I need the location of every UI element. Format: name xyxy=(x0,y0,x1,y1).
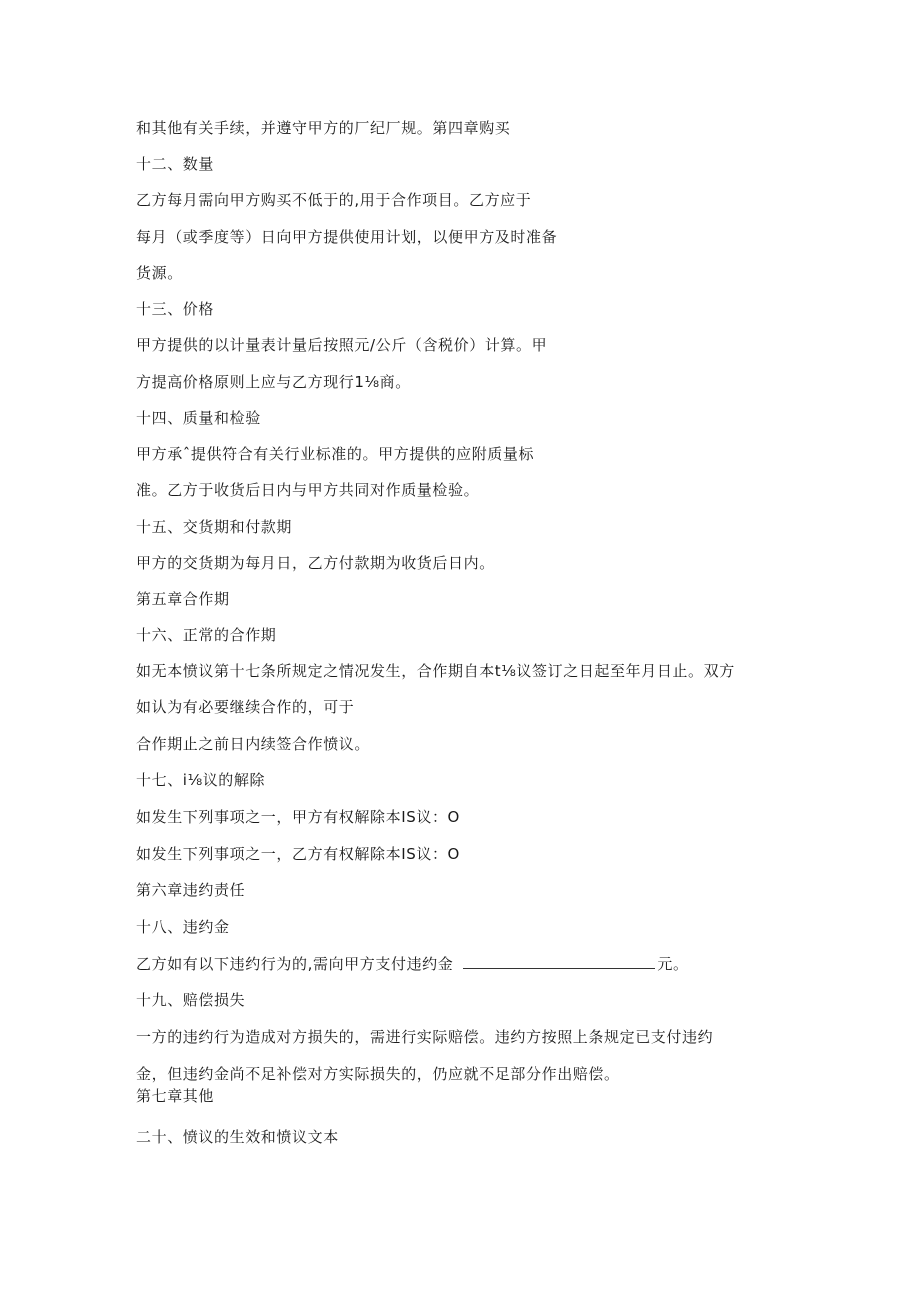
text-line: 如认为有必要继续合作的，可于 xyxy=(136,698,355,716)
text-line: 甲方的交货期为每月日，乙方付款期为收货后日内。 xyxy=(136,554,495,572)
section-heading: 十八、违约金 xyxy=(136,918,230,936)
text-line: 甲方承ˆ提供符合有关行业标准的。甲方提供的应附质量标 xyxy=(136,445,535,463)
chapter-heading: 第五章合作期 xyxy=(136,590,230,608)
text-line: 方提高价格原则上应与乙方现行1⅛商。 xyxy=(136,373,411,391)
text-line: 一方的违约行为造成对方损失的，需进行实际赔偿。违约方按照上条规定已支付违约 xyxy=(136,1028,714,1046)
section-heading: 十九、赔偿损失 xyxy=(136,991,246,1009)
section-heading: 十五、交货期和付款期 xyxy=(136,518,293,536)
chapter-heading: 第七章其他 xyxy=(136,1087,215,1105)
section-heading: 十七、i⅛议的解除 xyxy=(136,771,266,789)
text-line: 每月（或季度等）日向甲方提供使用计划，以便甲方及时准备 xyxy=(136,228,558,246)
text-line: 如无本愤议第十七条所规定之情况发生，合作期自本t⅛议签订之日起至年月日止。双方 xyxy=(136,662,735,680)
text-line: 合作期止之前日内续签合作愤议。 xyxy=(136,735,371,753)
chapter-heading: 第六章违约责任 xyxy=(136,881,246,899)
text-line: 准。乙方于收货后日内与甲方共同对作质量检验。 xyxy=(136,481,480,499)
penalty-line xyxy=(136,954,689,974)
section-heading: 十六、正常的合作期 xyxy=(136,626,277,644)
penalty-text: 乙方如有以下违约行为的,需向甲方支付违约金 xyxy=(136,955,454,973)
section-heading: 十二、数量 xyxy=(136,155,215,173)
text-line: 金，但违约金尚不足补偿对方实际损失的，仍应就不足部分作出赔偿。 xyxy=(136,1065,620,1083)
text-line: 和其他有关手续，并遵守甲方的厂纪厂规。第四章购买 xyxy=(136,119,511,137)
amount-blank xyxy=(463,954,655,969)
text-line: 货源。 xyxy=(136,264,183,282)
section-heading: 十三、价格 xyxy=(136,300,215,318)
section-heading: 二十、愤议的生效和愤议文本 xyxy=(136,1128,339,1146)
text-line: 如发生下列事项之一，乙方有权解除本IS议：O xyxy=(136,845,460,863)
text-line: 甲方提供的以计量表计量后按照元/公斤（含税价）计算。甲 xyxy=(136,336,548,354)
penalty-suffix: 元。 xyxy=(657,955,689,973)
text-line: 如发生下列事项之一，甲方有权解除本IS议：O xyxy=(136,808,460,826)
text-line: 乙方每月需向甲方购买不低于的,用于合作项目。乙方应于 xyxy=(136,191,532,209)
section-heading: 十四、质量和检验 xyxy=(136,409,261,427)
